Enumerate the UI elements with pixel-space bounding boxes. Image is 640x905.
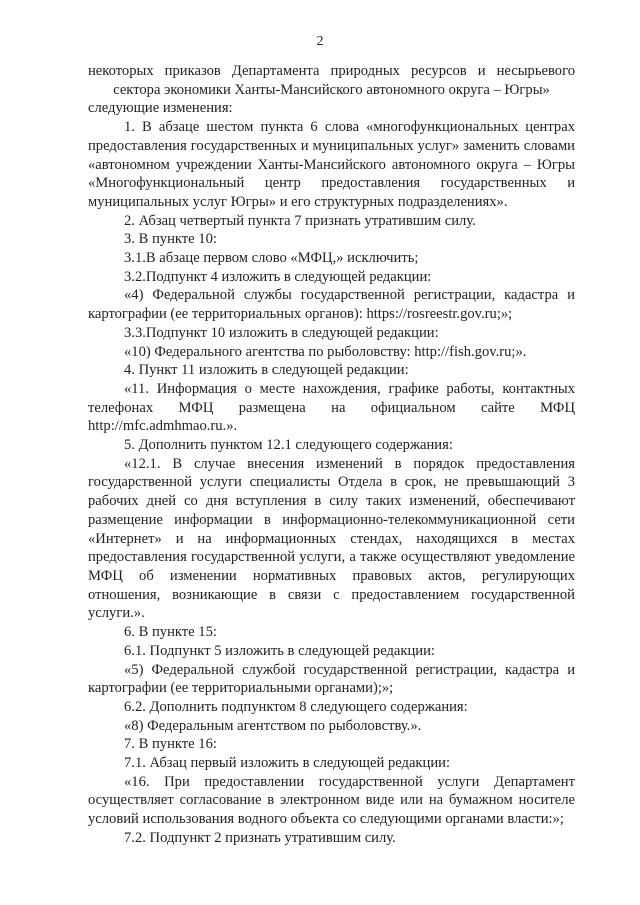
paragraph-3-2: 3.2.Подпункт 4 изложить в следующей редакции: [124, 268, 432, 285]
paragraph-5: 5. Дополнить пунктом 12.1 следующего содержания: [124, 437, 453, 454]
paragraph-7-1: 7.1. Абзац первый изложить в следующей редакции: [124, 755, 451, 772]
paragraph-3: 3. В пункте 10: [124, 231, 217, 248]
paragraph-7-1-quote: «16. При предоставлении государственной услуги Департамент осуществляет согласование в электронном виде или на бумажном носителе условий использования водного объекта со следующими органами власти:»; [88, 773, 575, 828]
paragraph-1: 1. В абзаце шестом пункта 6 слова «многофункциональных центрах предоставления государственных и муниципальных услуг» заменить словами «автономном учреждении Ханты-Мансийского автономного округа – Югры «Многофункциональный центр предоставления государственных и муниципальных услуг Югры» и его структурных подразделениях». [88, 119, 575, 210]
paragraph-3-2-quote: «4) Федеральной службы государственной регистрации, кадастра и картографии (ее территориальных органов): https://rosreestr.gov.ru;»; [88, 287, 575, 323]
paragraph-3-3-quote: «10) Федерального агентства по рыболовству: http://fish.gov.ru;». [124, 343, 527, 360]
intro-line-2: сектора экономики Ханты-Мансийского автономного округа – Югры» [113, 81, 550, 98]
paragraph-6-2: 6.2. Дополнить подпунктом 8 следующего содержания: [124, 698, 468, 715]
intro-line-1: некоторых приказов Департамента природных ресурсов и несырьевого [88, 63, 575, 79]
paragraph-2: 2. Абзац четвертый пункта 7 признать утратившим силу. [124, 212, 476, 229]
paragraph-7-2: 7.2. Подпункт 2 признать утратившим силу. [124, 829, 396, 846]
paragraph-7: 7. В пункте 16: [124, 736, 217, 753]
paragraph-3-3: 3.3.Подпункт 10 изложить в следующей редакции: [124, 324, 439, 341]
paragraph-4: 4. Пункт 11 изложить в следующей редакции: [124, 362, 409, 379]
intro-line-3: следующие изменения: [88, 100, 233, 117]
document-body [88, 62, 575, 848]
paragraph-5-quote: «12.1. В случае внесения изменений в порядок предоставления государственной услуги специалисты Отдела в срок, не превышающий 3 рабочих дней со дня вступления в силу таких изменений, обеспечивают размещение информации в информационно-телекоммуникационной сети «Интернет» и на информационных стендах, находящихся в местах предоставления государственной услуги, а также осуществляют уведомление МФЦ об изменении нормативных правовых актов, регулирующих отношения, возникающие в связи с предоставлением государственной услуги.». [88, 455, 575, 622]
page-number: 2 [316, 34, 324, 49]
paragraph-3-1: 3.1.В абзаце первом слово «МФЦ,» исключить; [124, 250, 419, 267]
paragraph-6-2-quote: «8) Федеральным агентством по рыболовству.». [124, 717, 422, 734]
paragraph-6-1-quote: «5) Федеральной службой государственной регистрации, кадастра и картографии (ее территориальными органами);»; [88, 661, 575, 697]
paragraph-4-quote: «11. Информация о месте нахождения, графике работы, контактных телефонах МФЦ размещена на официальном сайте МФЦ http://mfc.admhmao.ru.». [88, 380, 575, 435]
paragraph-6: 6. В пункте 15: [124, 624, 217, 641]
paragraph-6-1: 6.1. Подпункт 5 изложить в следующей редакции: [124, 642, 435, 659]
